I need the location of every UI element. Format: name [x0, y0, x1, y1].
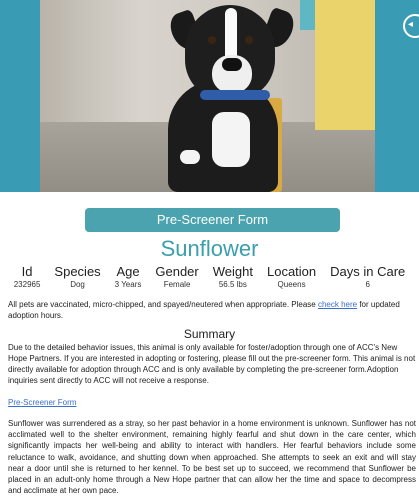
pet-photo	[40, 0, 375, 192]
check-here-link[interactable]: check here	[317, 300, 358, 309]
stat-label: Species	[54, 264, 101, 279]
stat-item	[7, 264, 48, 289]
stat-label: Weight	[212, 264, 253, 279]
summary-heading: Summary	[183, 327, 236, 341]
stat-label: Id	[21, 264, 33, 279]
stat-item	[47, 264, 107, 289]
stat-label: Gender	[155, 264, 199, 279]
stat-value: 56.5 lbs	[218, 280, 247, 289]
pre-screener-button[interactable]: Pre-Screener Form	[85, 208, 340, 232]
stat-item	[108, 264, 149, 289]
hero-banner	[0, 0, 419, 192]
stat-label: Age	[116, 264, 140, 279]
stat-item	[323, 264, 412, 289]
stat-item	[206, 264, 260, 289]
stat-value: Female	[163, 280, 191, 289]
stat-item	[260, 264, 323, 289]
summary-paragraph-2: Sunflower was surrendered as a stray, so her past behavior in a home environment is unknown. Sunflower has not acclimated well to the shelter environment, remaining highly fearful and shut down in the care center, which significantly impacts her well-being and ability to interact with handlers. Her fearful behaviors include some reluctance to walk, avoidance, and shutting down when approached. She attempts to seek an exit and will stay near a door until she is returned to her kennel. To be best set up to succeed, we recommend that Sunflower be placed in an adult-only home through a New Hope partner that can allow her the time and space to decompress and acclimate at her own pace.	[8, 419, 416, 496]
stat-label: Location	[266, 264, 317, 279]
stat-value: 3 Years	[114, 280, 142, 289]
stat-item	[148, 264, 205, 289]
stat-value: 6	[365, 280, 370, 289]
pre-screener-link[interactable]: Pre-Screener Form	[8, 398, 77, 407]
pet-stats	[0, 264, 419, 289]
stat-value: 232965	[13, 280, 41, 289]
notice-text: All pets are vaccinated, micro-chipped, and spayed/neutered when appropriate. Please check here for updated adoption hours.	[8, 300, 400, 320]
pet-name: Sunflower	[160, 236, 259, 261]
summary-paragraph-1: Due to the detailed behavior issues, this animal is only available for foster/adoption through one of ACC's New Hope Partners. If you are interested in adopting or fostering, please fill out the pre-screener form. This animal is not directly available for adoption through ACC and is only available by completing the pre-screener form.Adoption inquiries sent directly to ACC will not receive a response.	[8, 343, 416, 385]
stat-label: Days in Care	[330, 264, 406, 279]
corner-badge-icon[interactable]: ◂	[403, 14, 419, 38]
stat-value: Queens	[277, 280, 306, 289]
stat-value: Dog	[70, 280, 85, 289]
